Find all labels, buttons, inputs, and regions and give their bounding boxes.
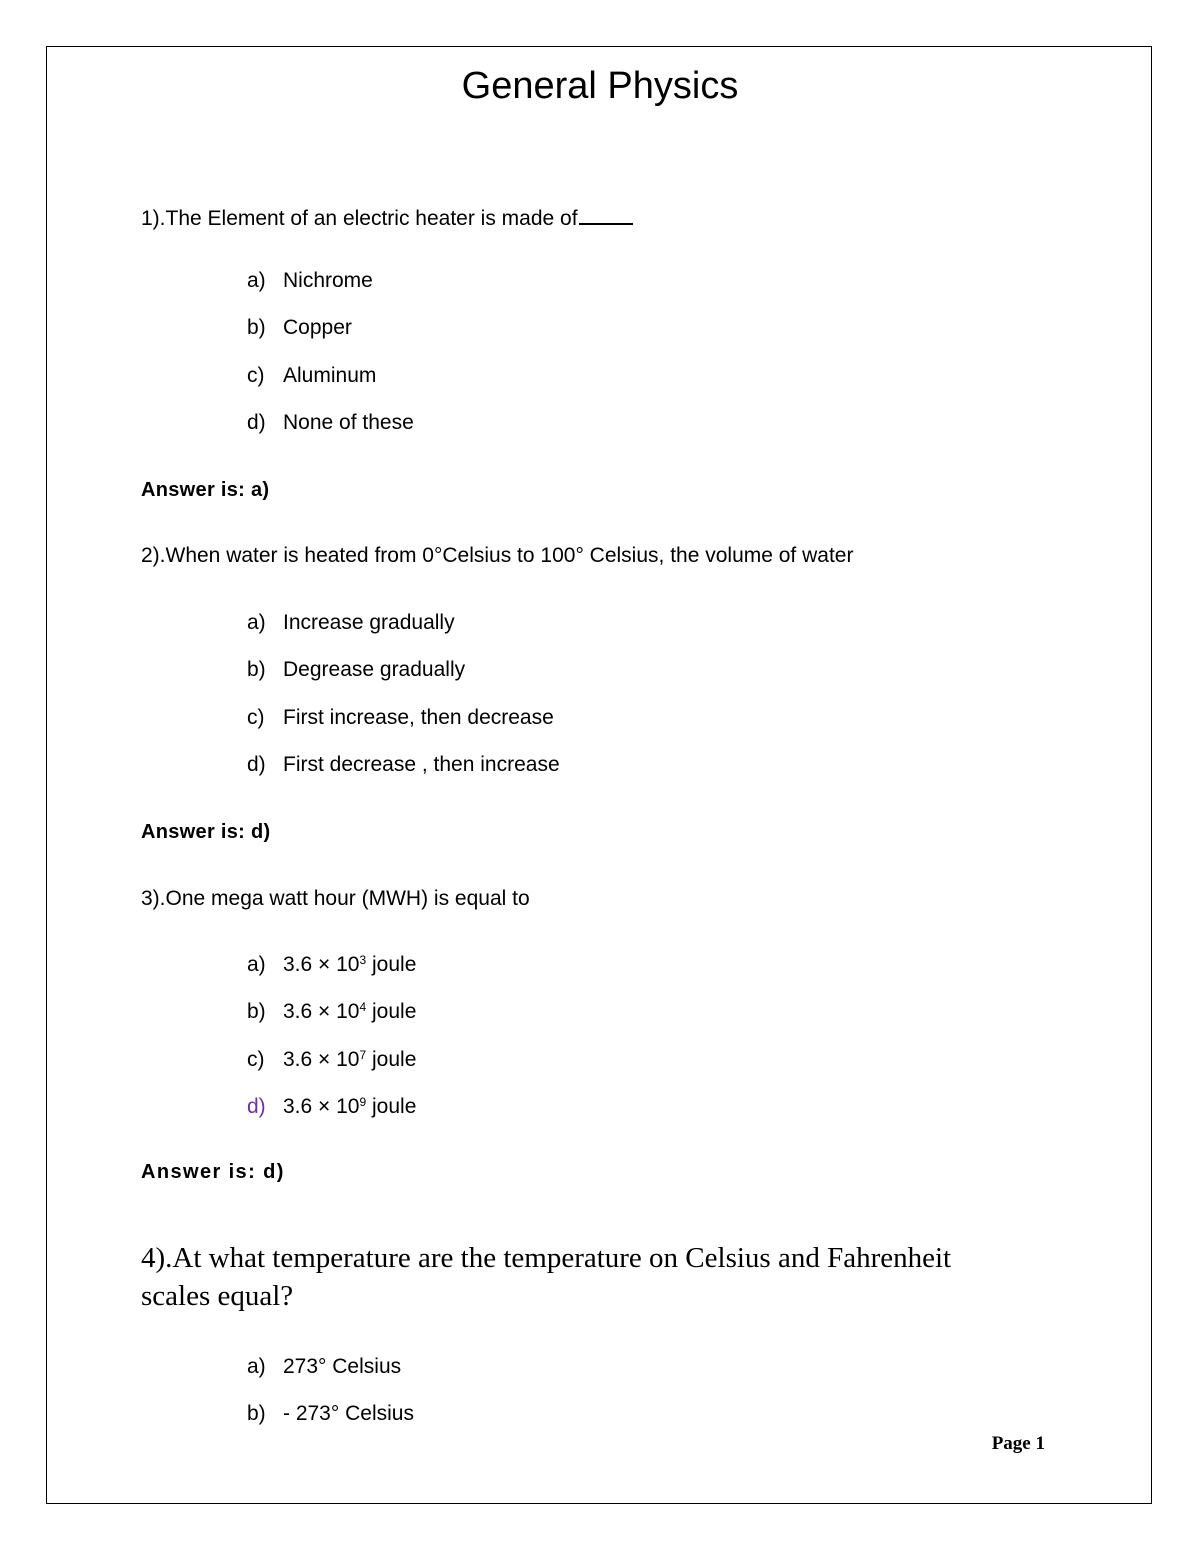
question-1-option-d: d) None of these [247, 411, 414, 434]
question-2-option-a: a) Increase gradually [247, 611, 455, 634]
question-4-option-a: a) 273° Celsius [247, 1355, 402, 1378]
question-3-option-d: d) $3.6 \times 10^9$ joule [247, 1095, 417, 1118]
question-2-option-c: c) First increase, then decrease [247, 706, 554, 729]
question-3-option-a: a) $3.6 \times 10^3$ joule [247, 953, 417, 976]
question-3-prompt: 3).One mega watt hour (MWH) is equal to [141, 887, 530, 910]
question-3-answer: Answer is: d) [141, 1161, 285, 1183]
question-1-option-c: c) Aluminum [247, 364, 377, 387]
page-number: Page 1 [991, 1433, 1045, 1454]
question-4-prompt: 4).At what temperature are the temperature on Celsius and Fahrenheit scales equal? [141, 1242, 952, 1312]
question-1-answer: Answer is: a) [141, 479, 270, 501]
document-page [46, 46, 1152, 1504]
question-2-option-d: d) First decrease , then increase [247, 753, 560, 776]
question-2-option-b: b) Degrease gradually [247, 658, 466, 681]
question-2-answer: Answer is: d) [141, 821, 271, 843]
question-3-option-c: c) $3.6 \times 10^7$ joule [247, 1048, 417, 1071]
question-1-prompt: 1).The Element of an electric heater is made of [141, 203, 633, 231]
question-2-prompt: 2).When water is heated from 0°Celsius to 100° Celsius, the volume of water [141, 544, 854, 567]
answer-blank [579, 203, 633, 225]
question-4-option-b: b) - 273° Celsius [247, 1402, 414, 1425]
page-title: General Physics [461, 65, 739, 107]
question-1-option-b: b) Copper [247, 316, 352, 339]
question-1-option-a: a) Nichrome [247, 269, 373, 292]
question-3-option-b: b) $3.6 \times 10^4$ joule [247, 1000, 417, 1023]
